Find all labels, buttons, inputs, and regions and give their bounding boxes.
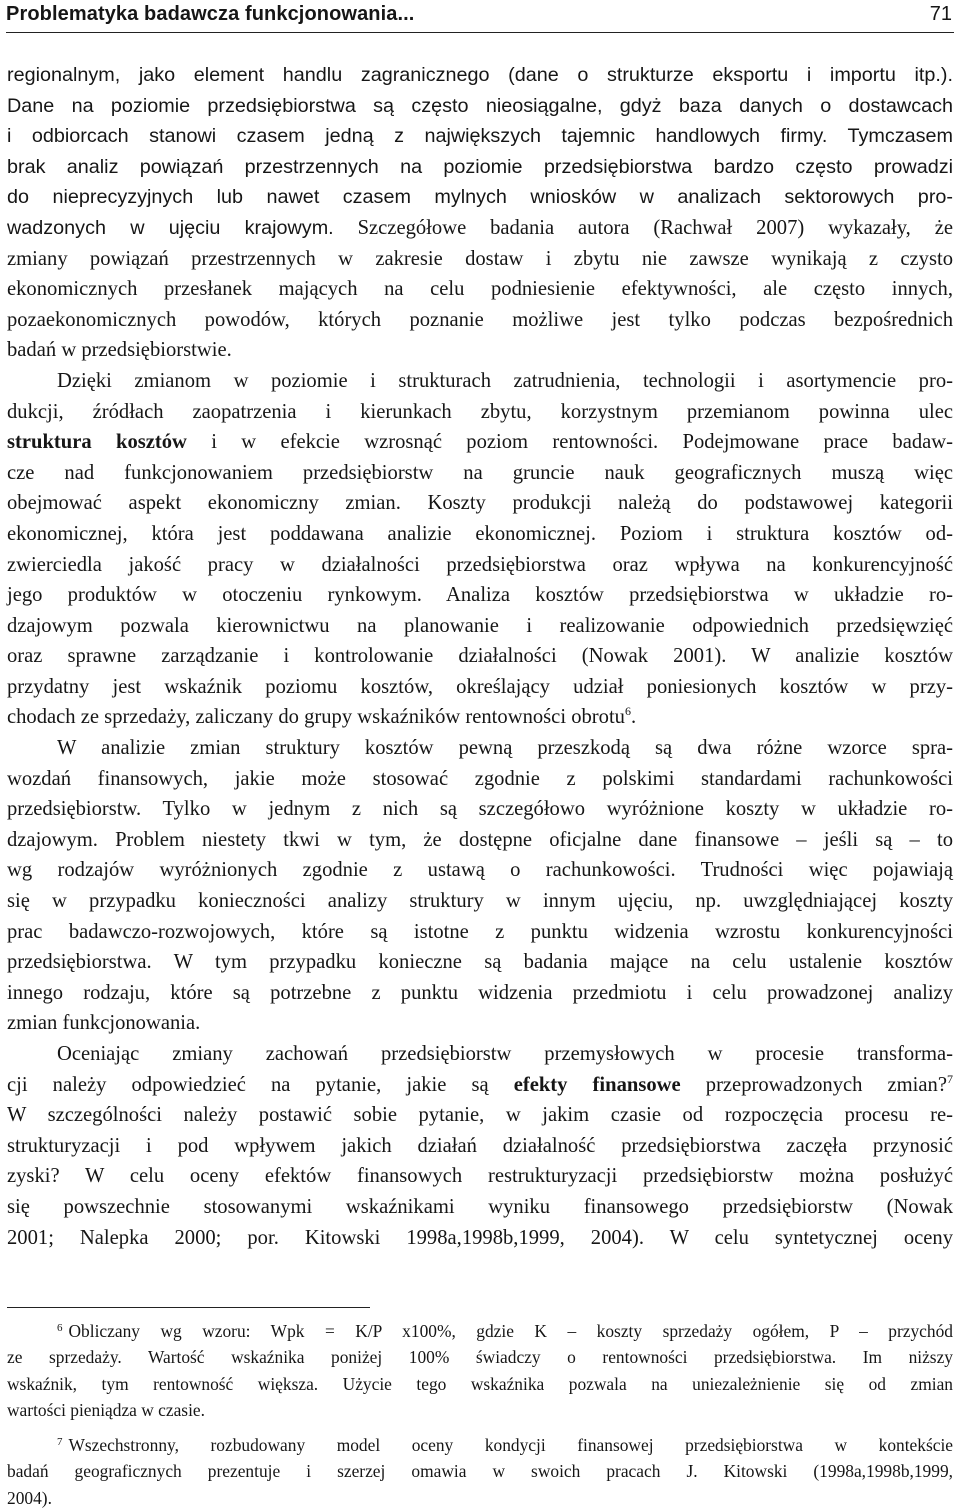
- text-line: wozdań finansowych, jakie może stosować zgodnie z polskimi standardami rachunkowości: [7, 767, 953, 790]
- footnote-mark: 7: [57, 1436, 63, 1449]
- text-line: przedsiębiorstw. Tylko w jednym z nich są szczegółowo wyróżnione koszty w układzie ro-: [7, 798, 953, 821]
- text-line: zmiany powiązań przestrzennych w zakresie dostaw i zbytu nie zawsze wynikają z czysto: [7, 247, 953, 270]
- text-line: i odbiorcach stanowi czasem jedną z największych tajemnic handlowych firmy. Tymczasem: [7, 125, 953, 148]
- bold-term: struktura kosztów: [7, 431, 187, 454]
- text-line: regionalnym, jako element handlu zagranicznego (dane o strukturze eksportu i importu itp.).: [7, 64, 953, 86]
- text-line: wg rodzajów wyróżnionych zgodnie z ustawą o rachunkowości. Trudności więc pojawiają: [7, 859, 953, 882]
- text-line: zwierciedla jakość pracy w działalności przedsiębiorstwa oraz wpływa na konkurencyjność: [7, 553, 953, 576]
- text-line: struktura kosztów i w efekcie wzrosnąć poziom rentowności. Podejmowane prace badaw-: [7, 431, 953, 454]
- footnote-line: wartości pieniądza w czasie.: [7, 1399, 205, 1420]
- text-line: Dane na poziomie przedsiębiorstwa są często nieosiągalne, gdyż baza danych o dostawcach: [7, 94, 953, 117]
- text-line: W szczególności należy postawić sobie pytanie, w jakim czasie od rozpoczęcia procesu re-: [7, 1104, 953, 1127]
- text-line: oraz sprawne zarządzanie i kontrolowanie działalności (Nowak 2001). W analizie kosztów: [7, 645, 953, 668]
- text-line: ekonomicznych przesłanek mających na celu podniesienie efektywności, ale często innych,: [7, 278, 953, 301]
- running-header: [6, 2, 954, 33]
- text-line: brak analiz powiązań przestrzennych na poziomie przedsiębiorstwa bardzo często prowadzi: [7, 155, 953, 178]
- footnote-ref: 7: [946, 1071, 953, 1086]
- footnote-line: badań geograficznych prezentuje i szerzej omawia w swoich pracach J. Kitowski (1998a,1998b,1999,: [7, 1461, 953, 1482]
- text-line: Dzięki zmianom w poziomie i strukturach zatrudnienia, technologii i asortymencie pro-: [57, 369, 953, 392]
- text-line: dukcji, źródłach zaopatrzenia i kierunkach zbytu, korzystnym przemianom powinna ulec: [7, 400, 953, 423]
- footnotes: [7, 1318, 953, 1511]
- text-line: przedsiębiorstwa. W tym przypadku konieczne są badania mające na celu ustalenie kosztów: [7, 951, 953, 974]
- footnote-separator: [7, 1307, 370, 1308]
- footnote-mark: 6: [57, 1322, 63, 1334]
- text-line: się w przypadku konieczności analizy struktury w innym ujęciu, np. uwzględniającej koszty: [7, 890, 953, 913]
- text-line: chodach ze sprzedaży, zaliczany do grupy wskaźników rentowności obrotu$^6$.: [7, 704, 637, 729]
- bold-term: efekty finansowe: [513, 1073, 681, 1096]
- text-line: dzajowym. Problem niestety tkwi w tym, że dostępne oficjalne dane finansowe – jeśli są – to: [7, 828, 953, 851]
- footnote-line: wskaźnik, tym rentowność większa. Użycie tego wskaźnika pozwala na uniezależnienie się od zmian: [7, 1373, 953, 1394]
- text-line: wadzonych w ujęciu krajowym. Szczegółowe badania autora (Rachwał 2007) wykazały, że: [7, 216, 953, 239]
- running-title: Problematyka badawcza funkcjonowania...: [6, 3, 415, 25]
- page-number: 71: [929, 3, 952, 25]
- footnote-line: ze sprzedaży. Wartość wskaźnika poniżej 100% świadczy o rentowności przedsiębiorstwa. Im niższy: [7, 1347, 953, 1368]
- text-line: cze nad funkcjonowaniem przedsiębiorstw na gruncie nauk geograficznych muszą więc: [7, 461, 953, 484]
- text-line: zyski? W celu oceny efektów finansowych restrukturyzacji przedsiębiorstw można posłużyć: [7, 1165, 953, 1188]
- text-line: W analizie zmian struktury kosztów pewną przeszkodą są dwa różne wzorce spra-: [57, 737, 953, 760]
- text-line: zmian funkcjonowania.: [7, 1012, 201, 1035]
- text-line: dzajowym pozwala kierownictwu na planowanie i realizowanie odpowiednich przedsięwzięć: [7, 614, 953, 637]
- text-line: pozaekonomicznych powodów, których poznanie możliwe jest tylko podczas bezpośrednich: [7, 308, 953, 331]
- body-text: [7, 60, 953, 1253]
- text-line: jego produktów w otoczeniu rynkowym. Analiza kosztów przedsiębiorstwa w układzie ro-: [7, 584, 953, 607]
- text-line: innego rodzaju, które są potrzebne z punktu widzenia przedmiotu i celu prowadzonej analizy: [7, 981, 953, 1004]
- text-line: badań w przedsiębiorstwie.: [7, 339, 232, 362]
- text-line: się powszechnie stosowanymi wskaźnikami wyniku finansowego przedsiębiorstw (Nowak: [7, 1195, 953, 1218]
- text-line: do nieprecyzyjnych lub nawet czasem mylnych wniosków w analizach sektorowych pro-: [7, 186, 953, 209]
- text-line: Oceniając zmiany zachowań przedsiębiorstw przemysłowych w procesie transforma-: [57, 1043, 953, 1065]
- text-line: cji należy odpowiedzieć na pytanie, jakie są efekty finansowe przeprowadzonych zmian?$^7$: [7, 1071, 953, 1096]
- text-line: ekonomicznej, która jest poddawana analizie ekonomicznej. Poziom i struktura kosztów od-: [7, 522, 953, 545]
- footnote-line: $^7$ Wszechstronny, rozbudowany model oceny kondycji finansowej przedsiębiorstwa w kontekście: [57, 1435, 953, 1456]
- text-line: przydatny jest wskaźnik poziomu kosztów, określający udział poniesionych kosztów w przy-: [7, 675, 953, 698]
- text-line: prac badawczo-rozwojowych, które są istotne z punktu widzenia wzrostu konkurencyjności: [7, 920, 953, 943]
- footnote-line: $^6$ Obliczany wg wzoru: Wpk = K/P x100%, gdzie K – koszty sprzedaży ogółem, P – przychód: [57, 1321, 953, 1341]
- text-line: obejmować aspekt ekonomiczny zmian. Koszty produkcji należą do podstawowej kategorii: [7, 492, 953, 515]
- text-line: 2001; Nalepka 2000; por. Kitowski 1998a,1998b,1999, 2004). W celu syntetycznej oceny: [7, 1226, 953, 1249]
- text-line: strukturyzacji i pod wpływem jakich działań działalność przedsiębiorstwa zaczęła przynosić: [7, 1134, 953, 1157]
- footnote-line: 2004).: [7, 1487, 52, 1508]
- footnote-ref: 6: [624, 704, 631, 719]
